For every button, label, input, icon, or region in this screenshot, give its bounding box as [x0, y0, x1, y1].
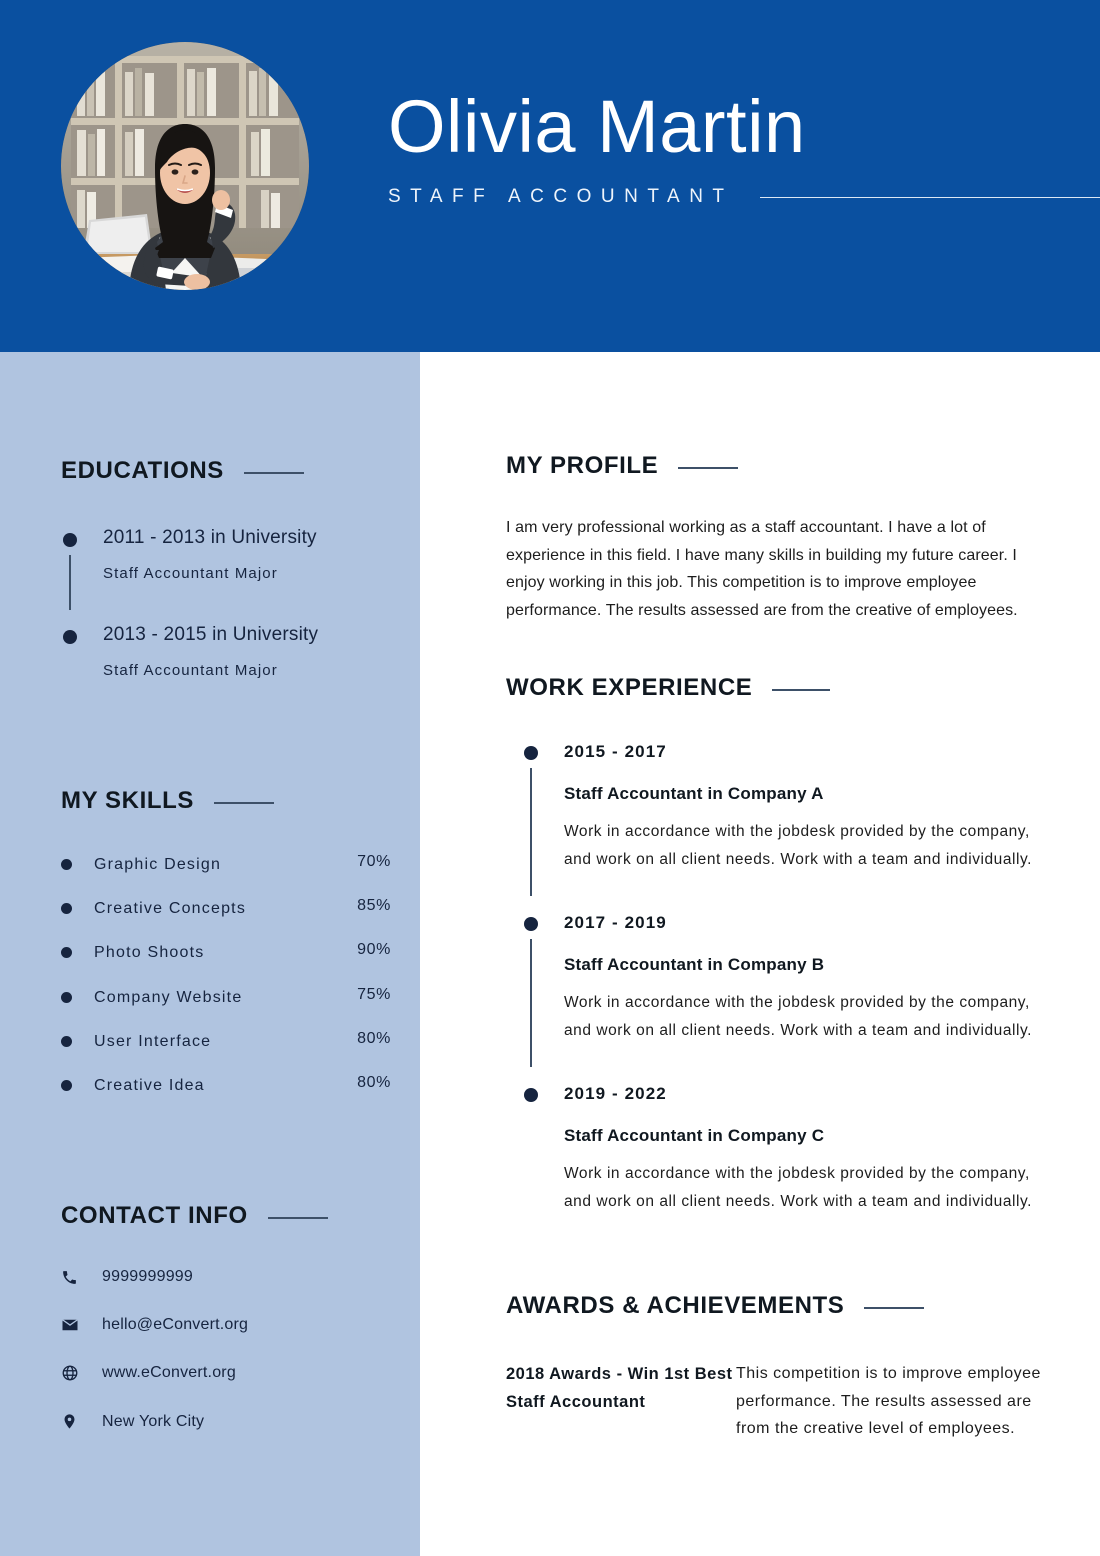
skills-section — [61, 787, 391, 1118]
work-description: Work in accordance with the jobdesk provided by the company, and work on all client needs. Work with a team and individually. — [564, 994, 1032, 1039]
educations-title: EDUCATIONS — [61, 457, 224, 484]
skill-item — [61, 897, 391, 920]
work-years: 2015 - 2017 — [564, 742, 667, 761]
title-divider-line — [760, 197, 1100, 199]
skill-name: Photo Shoots — [94, 944, 205, 962]
skill-item — [61, 1074, 391, 1097]
skill-item — [61, 1030, 391, 1053]
candidate-name: Olivia Martin — [388, 85, 806, 168]
education-item — [61, 527, 391, 582]
bullet-dot-icon — [61, 947, 72, 958]
awards-heading-rule — [864, 1307, 924, 1309]
job-title-row — [388, 186, 1100, 208]
work-role: Staff Accountant in Company B — [564, 955, 825, 975]
contact-heading-rule — [268, 1217, 328, 1219]
profile-section — [506, 452, 1036, 624]
contact-item-email[interactable] — [61, 1316, 391, 1334]
skill-percent: 90% — [357, 941, 391, 959]
contact-item-location[interactable] — [61, 1412, 391, 1431]
candidate-job-title: STAFF ACCOUNTANT — [388, 185, 734, 207]
contact-location-value: New York City — [102, 1412, 205, 1430]
work-role: Staff Accountant in Company A — [564, 784, 824, 803]
skill-percent: 70% — [357, 853, 391, 870]
education-major: Staff Accountant Major — [103, 565, 278, 582]
bullet-dot-icon — [61, 859, 72, 870]
skill-name: Creative Concepts — [94, 900, 247, 918]
educations-list — [61, 527, 391, 679]
profile-title: MY PROFILE — [506, 452, 659, 479]
bullet-dot-icon — [63, 630, 77, 644]
skills-heading — [61, 787, 391, 815]
educations-heading-rule — [244, 472, 304, 474]
skill-name: Creative Idea — [94, 1076, 205, 1094]
bullet-dot-icon — [61, 903, 72, 914]
timeline-connector-line — [69, 555, 71, 610]
contact-phone-value: 9999999999 — [102, 1268, 193, 1285]
work-description: Work in accordance with the jobdesk provided by the company, and work on all client needs. Work with a team and individually. — [564, 823, 1032, 868]
work-experience-list — [506, 742, 1046, 1215]
skill-name: User Interface — [94, 1032, 212, 1050]
timeline-connector-line — [530, 939, 532, 1067]
work-experience-title: WORK EXPERIENCE — [506, 674, 753, 701]
envelope-icon — [61, 1316, 87, 1334]
education-years: 2013 - 2015 in University — [103, 624, 319, 645]
resume-header — [0, 0, 1100, 352]
awards-section — [506, 1292, 1066, 1443]
contact-section — [61, 1202, 391, 1461]
bullet-dot-icon — [61, 1036, 72, 1047]
educations-section — [61, 457, 391, 679]
contact-list — [61, 1268, 391, 1431]
award-description: This competition is to improve employee performance. The results assessed are from the creative level of employees. — [736, 1365, 1041, 1438]
skills-title: MY SKILLS — [61, 787, 194, 814]
work-experience-item — [524, 742, 1046, 873]
skill-name: Company Website — [94, 988, 243, 1006]
awards-body — [506, 1360, 1066, 1443]
contact-title: CONTACT INFO — [61, 1202, 248, 1229]
work-description: Work in accordance with the jobdesk provided by the company, and work on all client needs. Work with a team and individually. — [564, 1165, 1032, 1210]
skill-item — [61, 853, 391, 876]
profile-text: I am very professional working as a staff accountant. I have a lot of experience in this field. I have many skills in building my future career. I enjoy working in this job. This competition is to improve employee performance. The results assessed are from the creative of employees. — [506, 519, 1018, 619]
education-years: 2011 - 2013 in University — [103, 527, 317, 548]
skill-item — [61, 941, 391, 964]
contact-item-phone[interactable] — [61, 1268, 391, 1286]
contact-website-value: www.eConvert.org — [102, 1364, 236, 1381]
location-pin-icon — [61, 1412, 87, 1431]
work-experience-item — [524, 1084, 1046, 1215]
skill-item — [61, 986, 391, 1009]
phone-icon — [61, 1269, 87, 1286]
profile-heading-rule — [678, 467, 738, 469]
skills-list — [61, 853, 391, 1097]
globe-icon — [61, 1364, 87, 1382]
portrait-photo-illustration — [61, 42, 309, 290]
timeline-connector-line — [530, 768, 532, 896]
work-role: Staff Accountant in Company C — [564, 1126, 825, 1146]
bullet-dot-icon — [524, 1088, 538, 1102]
award-name: 2018 Awards - Win 1st Best Staff Accountant — [506, 1365, 733, 1412]
main-column — [420, 352, 1100, 1556]
bullet-dot-icon — [524, 917, 538, 931]
work-experience-section — [506, 674, 1046, 1215]
awards-title: AWARDS & ACHIEVEMENTS — [506, 1292, 845, 1319]
bullet-dot-icon — [61, 1080, 72, 1091]
skill-percent: 75% — [357, 985, 391, 1003]
work-experience-heading — [506, 674, 1046, 702]
contact-heading — [61, 1202, 391, 1230]
education-item — [61, 624, 391, 679]
sidebar — [0, 352, 420, 1556]
work-years: 2019 - 2022 — [564, 1084, 667, 1104]
skill-percent: 85% — [357, 897, 391, 915]
work-experience-item — [524, 913, 1046, 1044]
bullet-dot-icon — [63, 533, 77, 547]
skill-percent: 80% — [357, 1073, 391, 1091]
bullet-dot-icon — [61, 992, 72, 1003]
profile-heading — [506, 452, 1036, 480]
skill-percent: 80% — [357, 1029, 391, 1047]
work-experience-heading-rule — [772, 689, 830, 691]
educations-heading — [61, 457, 391, 485]
skill-name: Graphic Design — [94, 856, 222, 873]
contact-email-value: hello@eConvert.org — [102, 1316, 249, 1333]
skills-heading-rule — [214, 802, 274, 804]
awards-heading — [506, 1292, 1066, 1320]
profile-photo — [61, 42, 309, 290]
education-major: Staff Accountant Major — [103, 662, 278, 679]
header-text-group — [388, 85, 1088, 208]
bullet-dot-icon — [524, 746, 538, 760]
contact-item-website[interactable] — [61, 1364, 391, 1382]
work-years: 2017 - 2019 — [564, 913, 667, 933]
